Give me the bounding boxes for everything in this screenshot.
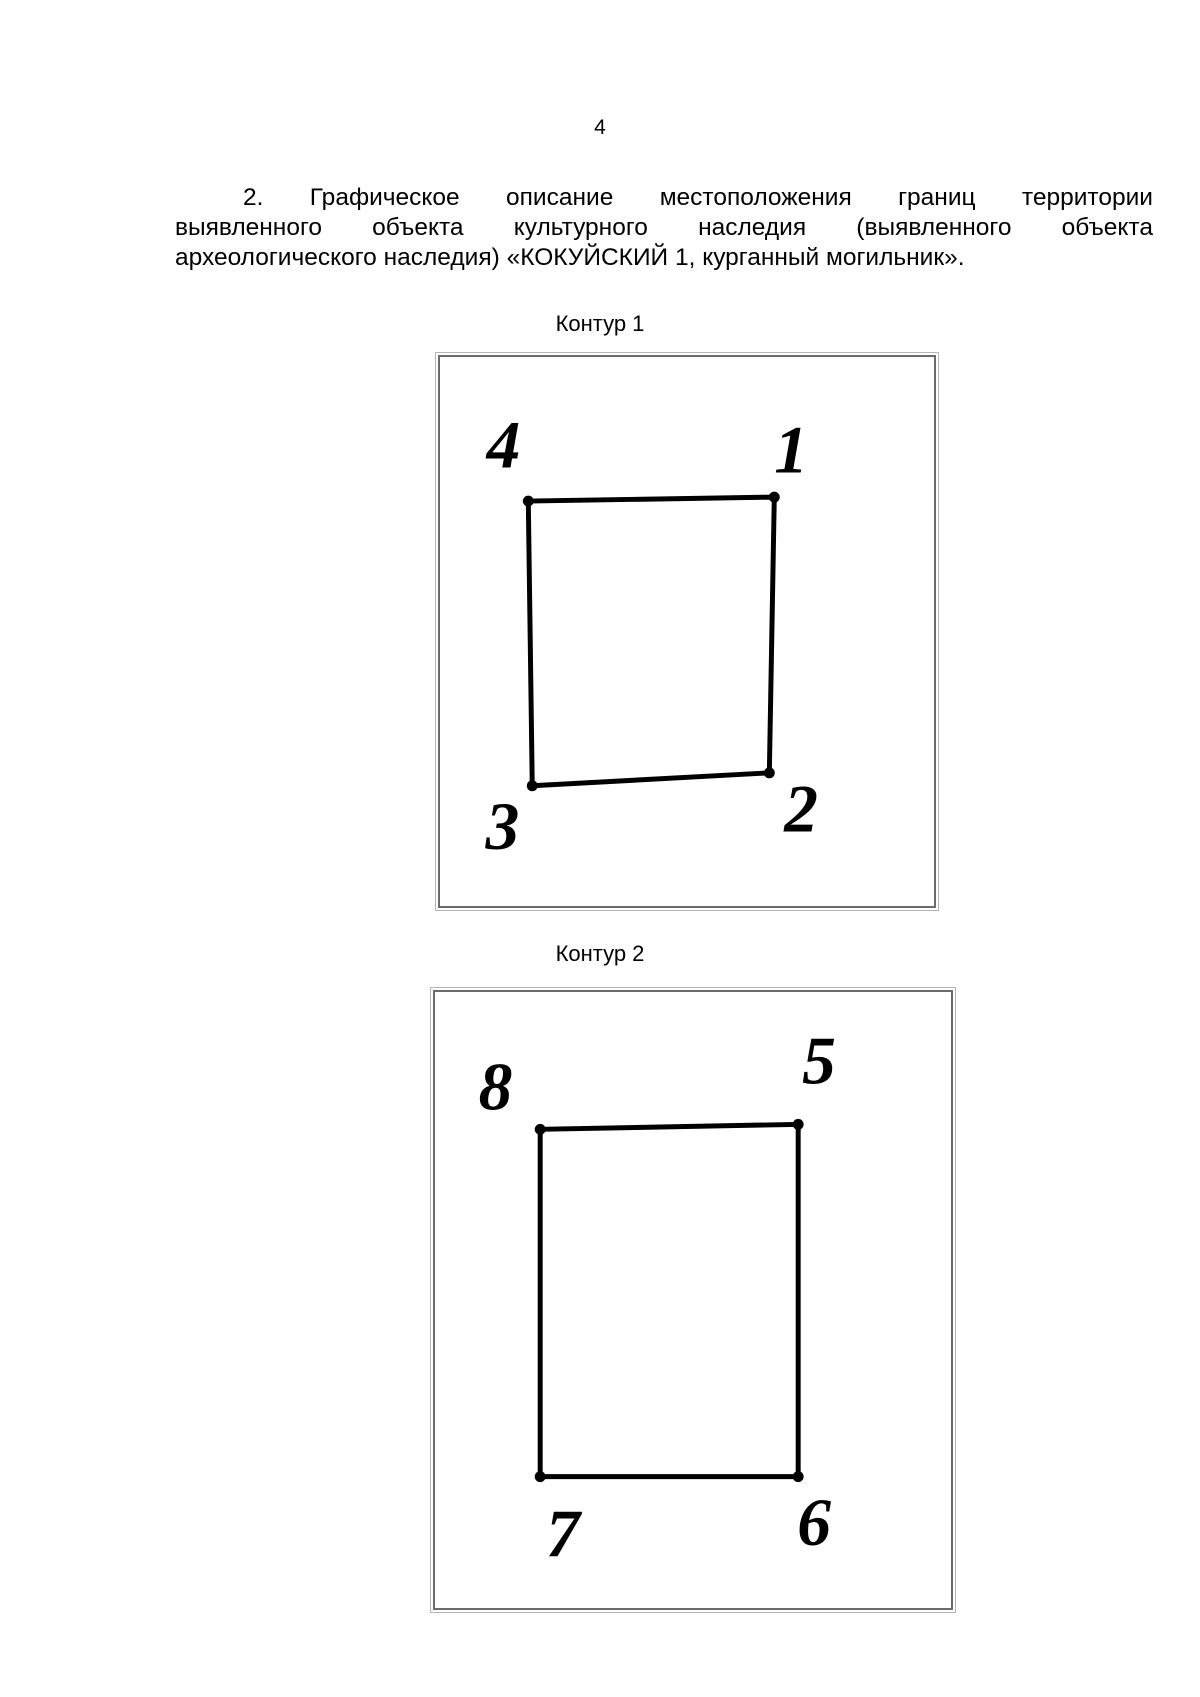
vertex-4-label: 4 [486, 407, 521, 483]
vertex-8-marker [535, 1124, 546, 1135]
contour-1-diagram [440, 357, 934, 906]
vertex-3-marker [527, 780, 538, 791]
vertex-6-label: 6 [797, 1485, 831, 1561]
contour-1-frame [438, 355, 936, 908]
vertex-1-label: 1 [774, 412, 809, 488]
vertex-8-label: 8 [478, 1049, 513, 1125]
contour-1-caption: Контур 1 [555, 311, 645, 336]
contour-2-diagram [435, 992, 951, 1608]
vertex-5-marker [793, 1119, 804, 1130]
vertex-3-label: 3 [485, 789, 520, 865]
vertex-1-marker [769, 492, 780, 503]
vertex-7-label: 7 [546, 1496, 580, 1572]
vertex-7-marker [535, 1471, 546, 1482]
page-number: 4 [594, 116, 606, 139]
contour-2-frame [433, 990, 953, 1610]
contour-2-caption: Контур 2 [555, 941, 645, 966]
vertex-2-marker [764, 767, 775, 778]
intro-line-1: 2. Графическое описание местоположения границ территории [243, 184, 1153, 211]
contour-1-boundary [528, 497, 774, 786]
intro-paragraph [175, 183, 1153, 273]
vertex-6-marker [793, 1471, 804, 1482]
vertex-2-label: 2 [784, 771, 818, 847]
vertex-5-label: 5 [802, 1023, 836, 1099]
contour-2-boundary [540, 1124, 798, 1476]
intro-line-2: выявленного объекта культурного наследия (выявленного объекта [175, 214, 1153, 241]
intro-line-3: археологического наследия) «КОКУЙСКИЙ 1, курганный могильник». [175, 244, 965, 271]
vertex-4-marker [523, 496, 534, 507]
